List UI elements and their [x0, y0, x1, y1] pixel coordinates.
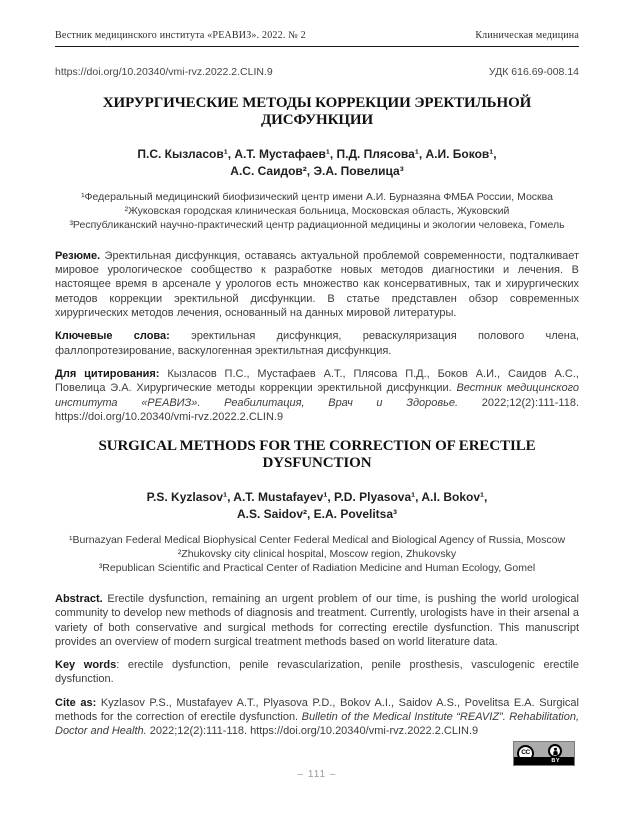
citation-ru-text-2: 2022;12(2):111-118. https://doi.org/10.20340/vmi-rvz.2022.2.CLIN.9 — [55, 396, 579, 423]
authors-ru-line-2: А.С. Саидов², Э.А. Повелица³ — [230, 163, 404, 178]
authors-ru — [55, 146, 579, 181]
affiliation-en-2: ²Zhukovsky city clinical hospital, Moscow region, Zhukovsky — [177, 548, 457, 561]
cc-badge-bar — [514, 757, 574, 765]
affiliation-en-1: ¹Burnazyan Federal Medical Biophysical Center Federal Medical and Biological Agency of Russia, Moscow — [68, 534, 566, 547]
page-number: – 111 – — [297, 769, 337, 780]
doi-link[interactable]: https://doi.org/10.20340/vmi-rvz.2022.2.CLIN.9 — [55, 66, 273, 78]
affiliation-ru-1: ¹Федеральный медицинский биофизический центр имени А.И. Бурназяна ФМБА России, Москва — [81, 191, 553, 204]
citation-en-text-1: Kyzlasov P.S., Mustafayev A.T., Plyasova P.D., Bokov A.I., Saidov A.S., Povelitsa E.A. Surgical methods for the correction of erectile dysfunction. — [55, 696, 579, 724]
citation-en-label: Cite as: — [55, 696, 97, 709]
abstract-en-text: Erectile dysfunction, remaining an urgent problem of our time, is pushing the world urological community to develop new methods of diagnosis and treatment. Currently, urologists have in their arsenal a variety of both conservative and surgical methods for correcting erectile dysfunction. This manuscript provides an overview of modern surgical treatment methods based on world literature data. — [55, 592, 579, 648]
abstract-en-label: Abstract. — [55, 592, 103, 605]
article-title-en: SURGICAL METHODS FOR THE CORRECTION OF ERECTILE DYSFUNCTION — [98, 438, 536, 472]
abstract-ru-label: Резюме. — [55, 249, 101, 262]
keywords-en — [55, 658, 579, 687]
running-head — [55, 30, 579, 41]
citation-ru — [55, 367, 579, 424]
udc-code: УДК 616.69-008.14 — [488, 66, 579, 78]
citation-ru-label: Для цитирования: — [55, 367, 160, 380]
cc-by-license-badge[interactable] — [513, 741, 575, 766]
affiliation-ru-3: ³Республиканский научно-практический центр радиационной медицины и экологии человека, Гомель — [69, 219, 565, 231]
journal-name: Вестник медицинского института «РЕАВИЗ». 2022. № 2 — [55, 30, 306, 41]
cc-by-label: BY — [551, 757, 560, 764]
citation-en-text-2: 2022;12(2):111-118. https://doi.org/10.20340/vmi-rvz.2022.2.CLIN.9 — [146, 725, 479, 738]
authors-en — [55, 489, 579, 524]
abstract-en — [55, 592, 579, 649]
abstract-ru-text: Эректильная дисфункция, оставаясь актуальной проблемой современности, подталкивает мировое урологическое сообщество к разработке новых методов диагностики и лечения. В настоящее время в арсенале у урологов есть множество как консервативных, так и хирургических методов коррекции эректильной дисфункции. В статье представлен обзор современных хирургических методов лечения, основанный на данных мировой литературы. — [55, 249, 579, 320]
citation-ru-text-1: Кызласов П.С., Мустафаев А.Т., Плясова П.Д., Боков А.И., Саидов А.С., Повелица Э.А. Хирургические методы коррекции эректильной дисфункции. — [55, 367, 579, 395]
affiliation-en-3: ³Republican Scientific and Practical Center of Radiation Medicine and Human Ecology, Gomel — [98, 562, 536, 575]
citation-en-source: Bulletin of the Medical Institute “REAVIZ”. Rehabilitation, Doctor and Health. — [55, 711, 580, 738]
keywords-ru-text: эректильная дисфункция, реваскуляризация полового члена, фаллопротезирование, васкулогенная эректильтная дисфункция. — [55, 330, 579, 357]
cc-icon-text: CC — [521, 749, 530, 757]
section-name: Клиническая медицина — [475, 30, 579, 41]
affiliations-ru — [55, 191, 579, 233]
citation-ru-source: Вестник медицинского института «РЕАВИЗ». Реабилитация, Врач и Здоровье. — [55, 382, 579, 409]
keywords-en-text: : erectile dysfunction, penile revascularization, penile prosthesis, vasculogenic erectile dysfunction. — [55, 659, 579, 686]
article-title-ru: ХИРУРГИЧЕСКИЕ МЕТОДЫ КОРРЕКЦИИ ЭРЕКТИЛЬНОЙ ДИСФУНКЦИИ — [102, 95, 532, 129]
keywords-ru-label: Ключевые слова: — [55, 330, 170, 343]
authors-ru-line-1: П.С. Кызласов¹, А.Т. Мустафаев¹, П.Д. Плясова¹, А.И. Боков¹, — [137, 146, 497, 161]
citation-en — [55, 696, 579, 739]
attribution-person-icon — [548, 744, 562, 758]
keywords-ru — [55, 329, 579, 358]
abstract-ru — [55, 249, 579, 320]
affiliation-ru-2: ²Жуковская городская клиническая больница, Московская область, Жуковский — [124, 205, 510, 218]
meta-row — [55, 66, 579, 78]
affiliations-en — [55, 534, 579, 576]
authors-en-line-2: A.S. Saidov², E.A. Povelitsa³ — [236, 507, 398, 522]
authors-en-line-1: P.S. Kyzlasov¹, A.T. Mustafayev¹, P.D. Plyasova¹, A.I. Bokov¹, — [146, 489, 488, 504]
keywords-en-label: Key words — [55, 659, 117, 672]
header-rule — [55, 46, 579, 47]
